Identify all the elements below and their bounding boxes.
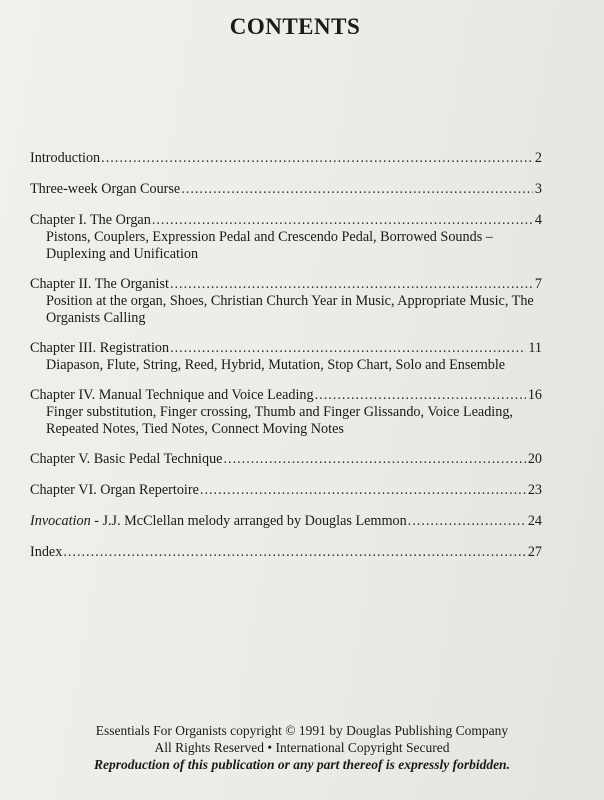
- copyright-line: Essentials For Organists copyright © 1991 by Douglas Publishing Company: [95, 723, 509, 738]
- toc-entry-label: Chapter VI. Organ Repertoire: [30, 482, 199, 498]
- toc-entry-chapter-2: [30, 276, 542, 327]
- toc-entry-chapter-4: [30, 387, 542, 438]
- toc-page-number: 11: [528, 340, 542, 356]
- copyright-footer: [0, 722, 604, 773]
- toc-entry-label: Chapter IV. Manual Technique and Voice Leading: [30, 387, 314, 403]
- toc-entry-chapter-1: [30, 212, 542, 263]
- toc-entry-label-rest: - J.J. McClellan melody arranged by Douglas Lemmon: [90, 513, 407, 529]
- table-of-contents: [30, 150, 542, 561]
- toc-entry-label: Three-week Organ Course: [30, 181, 181, 197]
- toc-entry-line: [30, 513, 542, 530]
- dot-leader: [170, 340, 526, 357]
- toc-entry-label: Chapter III. Registration: [30, 340, 170, 356]
- toc-entry-label: Chapter II. The Organist: [30, 276, 169, 292]
- toc-page-number: 24: [527, 513, 542, 529]
- dot-leader: [223, 451, 525, 468]
- toc-entry-line: [30, 451, 542, 468]
- toc-entry-label: Chapter V. Basic Pedal Technique: [30, 451, 223, 467]
- toc-page-number: 27: [527, 544, 542, 560]
- toc-entry-topics: Finger substitution, Finger crossing, Thumb and Finger Glissando, Voice Leading, Repeated Notes, Tied Notes, Connect Moving Notes: [46, 404, 513, 437]
- toc-entry-index: [30, 544, 542, 561]
- toc-entry-chapter-5: [30, 451, 542, 468]
- dot-leader: [181, 181, 533, 198]
- dot-leader: [200, 482, 526, 499]
- dot-leader: [315, 387, 526, 404]
- toc-entry-chapter-3: [30, 340, 542, 374]
- toc-entry-label: Chapter I. The Organ: [30, 212, 151, 228]
- toc-entry-line: [30, 482, 542, 499]
- toc-entry-label-italic: Invocation: [30, 513, 91, 529]
- toc-page-number: 4: [534, 212, 542, 228]
- toc-page-number: 2: [534, 150, 542, 166]
- page-title: CONTENTS: [229, 14, 361, 39]
- dot-leader: [408, 513, 526, 530]
- toc-entry-invocation: [30, 513, 542, 530]
- reproduction-warning: Reproduction of this publication or any part thereof is expressly forbidden.: [94, 757, 510, 772]
- toc-entry-line: [30, 340, 542, 357]
- toc-page-number: 7: [534, 276, 542, 292]
- toc-entry-line: [30, 150, 542, 167]
- toc-page-number: 20: [527, 451, 542, 467]
- toc-entry-line: [30, 181, 542, 198]
- toc-entry-line: [30, 544, 542, 561]
- toc-entry-line: [30, 212, 542, 229]
- toc-entry-label: Introduction: [30, 150, 101, 166]
- dot-leader: [101, 150, 533, 167]
- toc-entry-label: [30, 513, 407, 530]
- toc-entry-line: [30, 276, 542, 293]
- toc-entry-label: Index: [30, 544, 63, 560]
- dot-leader: [170, 276, 533, 293]
- dot-leader: [63, 544, 526, 561]
- toc-page-number: 23: [527, 482, 542, 498]
- toc-entry-three-week-course: [30, 181, 542, 198]
- toc-entry-chapter-6: [30, 482, 542, 499]
- toc-entry-topics: Diapason, Flute, String, Reed, Hybrid, Mutation, Stop Chart, Solo and Ensemble: [46, 357, 506, 373]
- toc-entry-introduction: [30, 150, 542, 167]
- rights-line: All Rights Reserved • International Copyright Secured: [154, 740, 450, 755]
- toc-entry-topics: Pistons, Couplers, Expression Pedal and Crescendo Pedal, Borrowed Sounds – Duplexing and Unification: [46, 229, 493, 262]
- toc-page-number: 16: [527, 387, 542, 403]
- toc-entry-line: [30, 387, 542, 404]
- toc-page-number: 3: [534, 181, 542, 197]
- dot-leader: [152, 212, 533, 229]
- toc-entry-topics: Position at the organ, Shoes, Christian Church Year in Music, Appropriate Music, The Organists Calling: [46, 293, 534, 326]
